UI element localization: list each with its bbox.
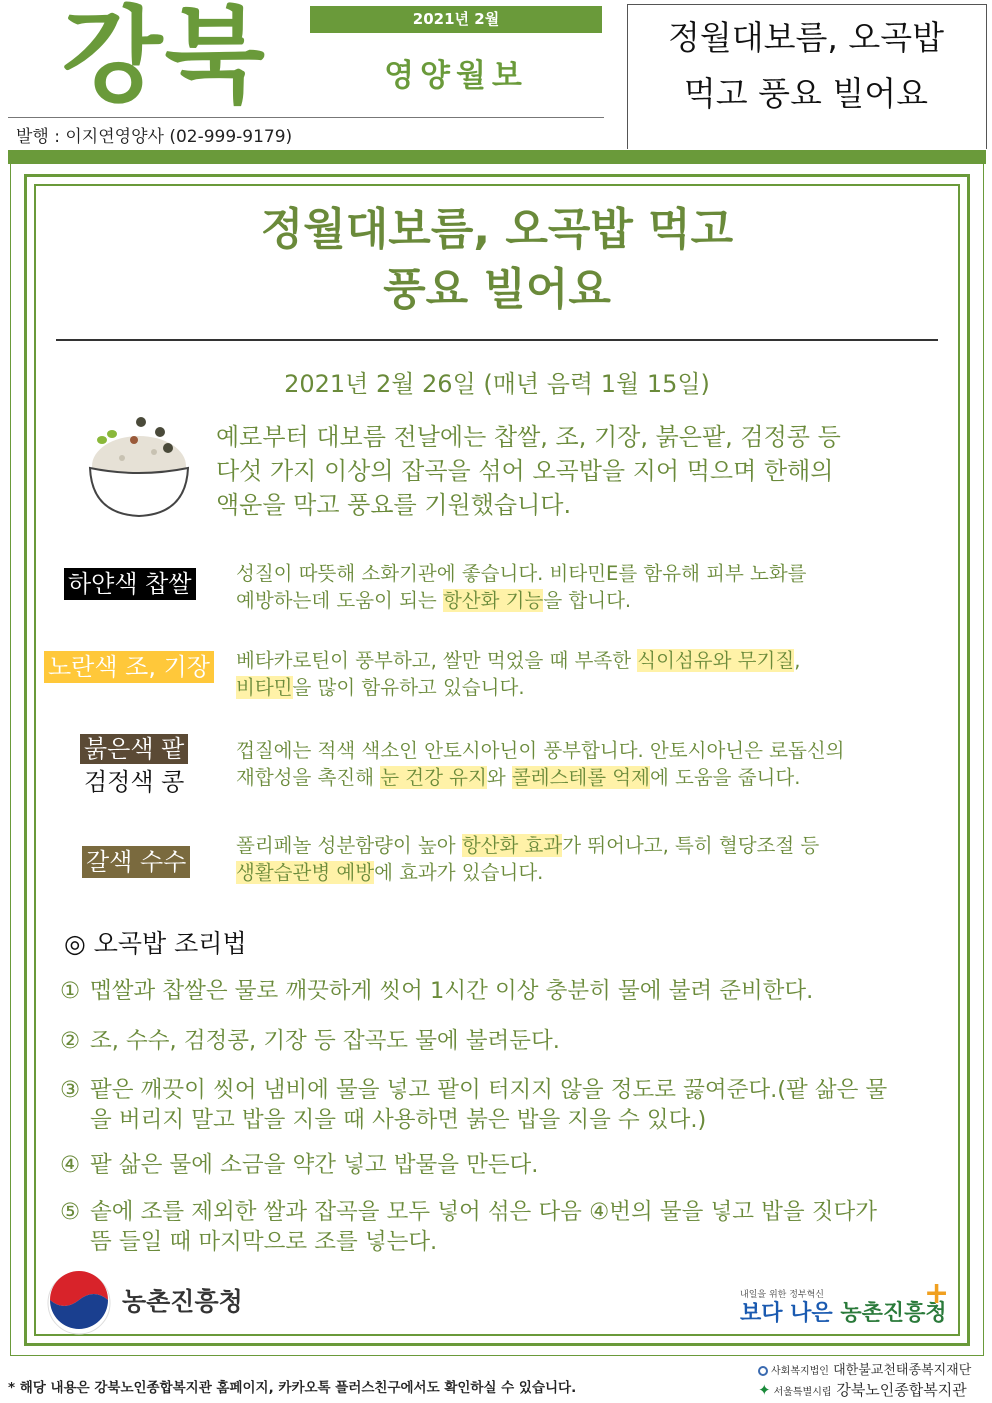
recipe-step-4 [60,1150,940,1180]
issue-date-bar: 2021년 2월 [310,6,602,33]
step-number: ③ [60,1077,81,1103]
intro-line: 다섯 가지 이상의 잡곡을 섞어 오곡밥을 지어 먹으며 한해의 [216,457,834,485]
step-text-continued: 을 버리지 말고 밥을 지을 때 사용하면 붉은 밥을 지을 수 있다.) [90,1107,707,1133]
desc-text: 폴리페놀 성분함량이 높아 [236,834,462,857]
org-type: 사회복지법인 [771,1366,829,1377]
grain-label-black-bean: 검정색 콩 [84,768,185,796]
grain-description-millet [236,647,936,701]
desc-text: 에 효과가 있습니다. [374,861,544,884]
desc-text: 예방하는데 도움이 되는 [236,589,443,612]
intro-line: 액운을 막고 풍요를 기원했습니다. [216,491,572,519]
desc-line [236,674,936,701]
intro-paragraph [216,420,936,522]
highlight-text: 비타민 [236,676,293,699]
recipe-step-2 [60,1026,940,1056]
step-text: 멥쌀과 찹쌀은 물로 깨끗하게 씻어 1시간 이상 충분히 물에 불려 준비한다. [90,978,814,1004]
intro-line: 예로부터 대보름 전날에는 찹쌀, 조, 기장, 붉은팥, 검정콩 등 [216,423,841,451]
grain-description-glutinous-rice [236,560,936,614]
step-number: ② [60,1028,81,1054]
recipe-title: ◎ 오곡밥 조리법 [64,929,247,958]
highlight-text: 식이섬유와 무기질 [637,649,795,672]
brand-logo-text: 강북 [62,0,267,117]
step-number: ④ [60,1152,81,1178]
desc-text: 가 뛰어나고, 특히 혈당조절 등 [562,834,820,857]
slogan-part: 농촌진흥청 [840,1301,947,1326]
desc-line [236,587,936,614]
grain-description-beans [236,737,936,791]
welfare-center-name [758,1379,967,1400]
step-number: ① [60,978,81,1004]
highlight-text: 콜레스테롤 억제 [511,766,650,789]
desc-text: , [794,649,801,672]
highlight-text: 항산화 효과 [461,834,563,857]
step-text: 팥 삶은 물에 소금을 약간 넣고 밥물을 만든다. [90,1152,539,1178]
recipe-step-3 [60,1075,940,1135]
desc-text: 에 도움을 줍니다. [649,766,801,789]
article-title-line2: 풍요 빌어요 [383,264,611,315]
step-text: 솥에 조를 제외한 쌀과 잡곡을 모두 넣어 섞은 다음 ④번의 물을 넣고 밥을 짓다가 [90,1199,877,1225]
org-name: 강북노인종합복지관 [836,1381,967,1399]
desc-line: 성질이 따뜻해 소화기관에 좋습니다. 비타민E를 함유해 피부 노화를 [236,562,807,585]
step-text: 팥은 깨끗이 씻어 냄비에 물을 넣고 팥이 터지지 않을 정도로 끓여준다.(팥 삶은 물 [90,1077,888,1103]
article-title-line1: 정월대보름, 오곡밥 먹고 [260,204,734,255]
highlight-text: 항산화 기능 [442,589,544,612]
rda-slogan-logo [740,1296,947,1327]
recipe-step-1 [60,976,940,1006]
event-date: 2021년 2월 26일 (매년 음력 1월 15일) [284,370,710,398]
footer-note: * 해당 내용은 강북노인종합복지관 홈페이지, 카카오톡 플러스친구에서도 확인하실 수 있습니다. [8,1380,577,1396]
plus-icon: + [924,1276,950,1311]
org-name: 대한불교천태종복지재단 [833,1363,972,1378]
desc-line [236,832,936,859]
desc-text: 와 [486,766,512,789]
desc-text: 을 많이 함유하고 있습니다. [292,676,525,699]
newsletter-subtitle: 영양월보 [384,58,528,94]
step-text-continued: 뜸 들일 때 마지막으로 조를 넣는다. [90,1229,438,1255]
desc-line [236,859,936,886]
step-text: 조, 수수, 검정콩, 기장 등 잡곡도 물에 불려둔다. [90,1028,560,1054]
desc-line [236,764,936,791]
highlight-text: 생활습관병 예방 [236,861,375,884]
desc-line: 껍질에는 적색 색소인 안토시아닌이 풍부합니다. 안토시아닌은 로돕신의 [236,739,845,762]
header-title-line1: 정월대보름, 오곡밥 [667,18,944,57]
grain-label-sorghum: 갈색 수수 [82,846,190,878]
grain-label-glutinous-rice: 하얀색 찹쌀 [64,568,196,600]
header-divider [8,117,604,118]
desc-text: 베타카로틴이 풍부하고, 쌀만 먹었을 때 부족한 [236,649,638,672]
grain-label-red-bean: 붉은색 팥 [80,734,188,764]
title-rule [56,339,938,341]
rda-logo-text: 농촌진흥청 [122,1287,243,1316]
gov-innovation-tagline: 내일을 위한 정부혁신 [740,1290,824,1300]
foundation-name [758,1359,971,1378]
grain-description-sorghum [236,832,936,886]
seoul-logo-icon: ✦ [758,1381,771,1399]
article-title [60,200,934,320]
header-title [627,10,985,122]
government-emblem-icon [46,1270,112,1336]
desc-line [236,647,936,674]
desc-text: 을 합니다. [543,589,632,612]
slogan-part: 보다 나은 [740,1301,833,1326]
foundation-logo-icon [758,1366,768,1376]
recipe-step-5 [60,1197,940,1257]
desc-text: 재합성을 촉진해 [236,766,381,789]
highlight-text: 눈 건강 유지 [380,766,487,789]
rice-bowl-icon [84,414,194,522]
grain-label-millet: 노란색 조, 기장 [44,651,214,683]
org-type: 서울특별시립 [773,1387,832,1398]
publisher-info: 발행 : 이지연영양사 (02-999-9179) [16,127,293,147]
step-number: ⑤ [60,1199,81,1225]
header-title-line2: 먹고 풍요 빌어요 [683,74,929,113]
header-green-band [8,150,986,164]
